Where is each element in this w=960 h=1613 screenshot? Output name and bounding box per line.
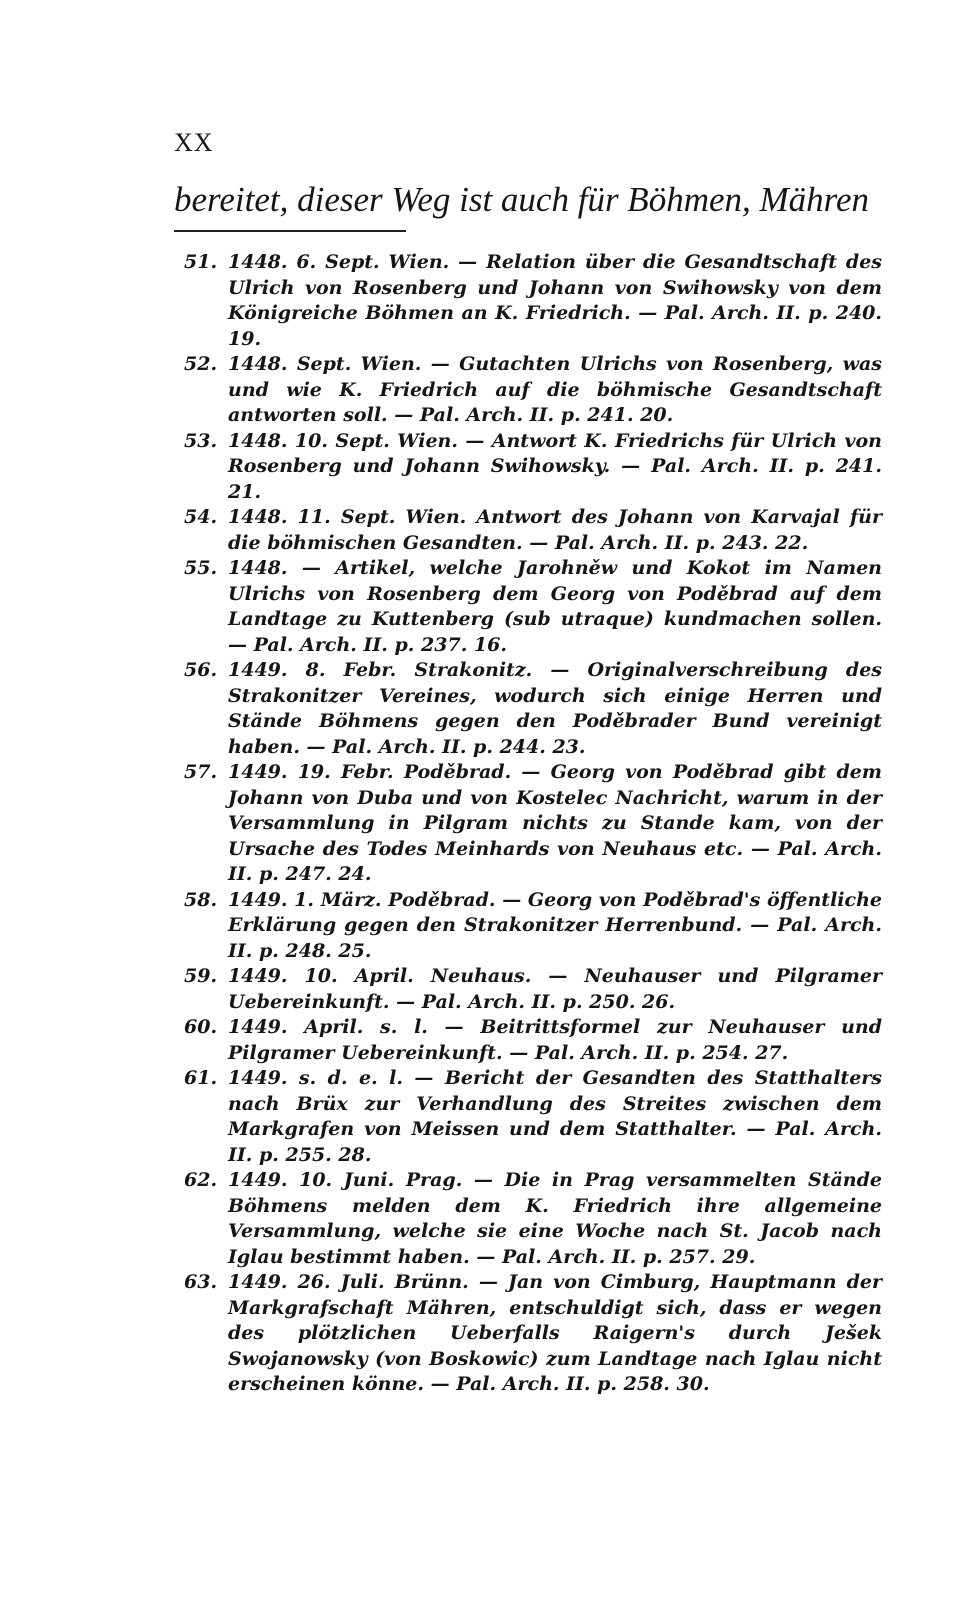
- entry-text: 1449. s. d. e. l. — Bericht der Gesandten des Statthalters nach Brüx zur Verhandlung des Streites zwischen dem Markgrafen von Meissen und dem Statthalter. — Pal. Arch. II. p. 255. 28.: [228, 1067, 882, 1166]
- list-item: [184, 888, 882, 965]
- page-number: XX: [174, 128, 214, 157]
- list-item: [184, 760, 882, 888]
- entry-text: 1449. 26. Juli. Brünn. — Jan von Cimburg, Hauptmann der Markgrafschaft Mähren, entschuldigt sich, dass er wegen des plötzlichen Ueberfalls Raigern's durch Ješek Swojanowsky (von Boskowic) zum Landtage nach Iglau nicht erscheinen könne. — Pal. Arch. II. p. 258. 30.: [228, 1271, 882, 1395]
- entry-number: 54.: [184, 506, 218, 528]
- list-item: [184, 964, 882, 1015]
- list-item: [184, 556, 882, 658]
- list-item: [184, 1270, 882, 1398]
- entry-number: 61.: [184, 1067, 218, 1089]
- entry-text: 1449. 10. April. Neuhaus. — Neuhauser und Pilgramer Uebereinkunft. — Pal. Arch. II. p. 250. 26.: [228, 965, 882, 1013]
- entry-text: 1449. April. s. l. — Beitrittsformel zur Neuhauser und Pilgramer Uebereinkunft. — Pal. Arch. II. p. 254. 27.: [228, 1016, 882, 1064]
- entry-number: 55.: [184, 557, 218, 579]
- entry-number: 56.: [184, 659, 218, 681]
- list-item: [184, 352, 882, 429]
- entry-number: 58.: [184, 888, 218, 911]
- list-item: [184, 1066, 882, 1168]
- list-item: [184, 658, 882, 760]
- entry-text: 1449. 1. März. Poděbrad. — Georg von Poděbrad's öffentliche Erklärung gegen den Strakonitzer Herrenbund. — Pal. Arch. II. p. 248. 25.: [228, 888, 882, 962]
- entry-text: 1449. 19. Febr. Poděbrad. — Georg von Poděbrad gibt dem Johann von Duba und von Kostelec Nachricht, warum in der Versammlung in Pilgram nichts zu Stande kam, von der Ursache des Todes Meinhards von Neuhaus etc. — Pal. Arch. II. p. 247. 24.: [228, 761, 882, 885]
- entry-text: 1448. 10. Sept. Wien. — Antwort K. Friedrichs für Ulrich von Rosenberg und Johann Swihowsky. — Pal. Arch. II. p. 241. 21.: [228, 429, 882, 503]
- entry-list: [184, 250, 882, 1398]
- entry-text: 1449. 8. Febr. Strakonitz. — Originalverschreibung des Strakonitzer Vereines, wodurch sich einige Herren und Stände Böhmens gegen den Poděbrader Bund vereinigt haben. — Pal. Arch. II. p. 244. 23.: [228, 659, 882, 758]
- list-item: [184, 1168, 882, 1270]
- entry-number: 57.: [184, 761, 218, 783]
- list-item: [184, 505, 882, 556]
- entry-number: 60.: [184, 1016, 218, 1038]
- entry-text: 1448. Sept. Wien. — Gutachten Ulrichs von Rosenberg, was und wie K. Friedrich auf die böhmische Gesandtschaft antworten soll. — Pal. Arch. II. p. 241. 20.: [228, 353, 882, 426]
- list-item: [184, 429, 882, 506]
- entry-number: 59.: [184, 965, 218, 987]
- entry-number: 51.: [184, 251, 218, 273]
- entry-text: 1449. 10. Juni. Prag. — Die in Prag versammelten Stände Böhmens melden dem K. Friedrich ihre allgemeine Versammlung, welche sie eine Woche nach St. Jacob nach Iglau bestimmt haben. — Pal. Arch. II. p. 257. 29.: [228, 1169, 882, 1268]
- entry-number: 62.: [184, 1169, 218, 1191]
- list-item: [184, 250, 882, 352]
- running-text-line: bereitet, dieser Weg ist auch für Böhmen, Mähren: [174, 180, 870, 219]
- entry-text: 1448. 6. Sept. Wien. — Relation über die Gesandtschaft des Ulrich von Rosenberg und Johann von Swihowsky von dem Königreiche Böhmen an K. Friedrich. — Pal. Arch. II. p. 240. 19.: [228, 251, 882, 350]
- list-item: [184, 1015, 882, 1066]
- entry-number: 63.: [184, 1271, 218, 1293]
- entry-number: 53.: [184, 429, 218, 452]
- header-rule: [174, 230, 406, 232]
- entry-text: 1448. — Artikel, welche Jarohněw und Kokot im Namen Ulrichs von Rosenberg dem Georg von Poděbrad auf dem Landtage zu Kuttenberg (sub utraque) kundmachen sollen. — Pal. Arch. II. p. 237. 16.: [228, 557, 882, 656]
- entry-number: 52.: [184, 353, 218, 375]
- entry-text: 1448. 11. Sept. Wien. Antwort des Johann von Karvajal für die böhmischen Gesandten. — Pal. Arch. II. p. 243. 22.: [228, 506, 882, 554]
